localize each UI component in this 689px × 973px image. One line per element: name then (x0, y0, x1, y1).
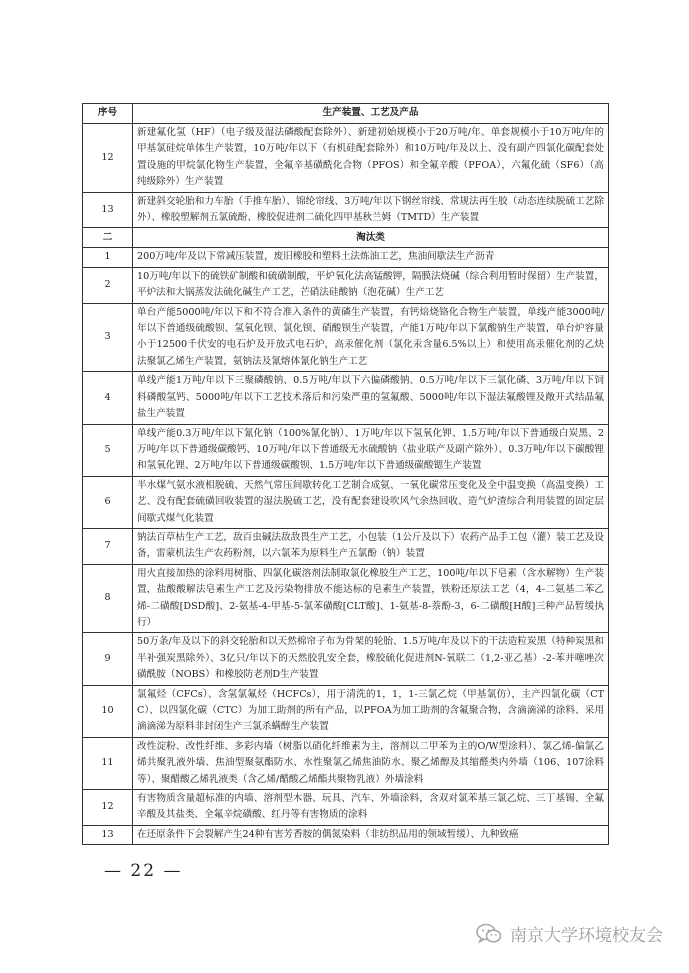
row-number: 13 (83, 192, 133, 228)
row-text: 新建斜交轮胎和力车胎（手推车胎）、锦纶帘线、3万吨/年以下钢丝帘线、常规法再生胶（动态连续脱硫工艺除外）、橡胶塑解剂五氯硫酚、橡胶促进剂二硫化四甲基秋兰姆（TMTD）生产装置 (133, 192, 609, 228)
row-number: 11 (83, 737, 133, 789)
section-row (83, 228, 609, 248)
row-number: 2 (83, 267, 133, 303)
row-text: 氯氟烃（CFCs）、含氢氯氟烃（HCFCs），用于清洗的1，1，1-三氯乙烷（甲基氯仿），主产四氯化碳（CTC）、以四氯化碳（CTC）为加工助剂的所有产品，以PFOA为加工助剂的含氟聚合物，含滴滴涕的涂料、采用滴滴涕为原料非封闭生产三氯杀螨醇生产装置 (133, 685, 609, 737)
table-row (83, 124, 609, 193)
row-number: 13 (83, 825, 133, 844)
table-row (83, 248, 609, 267)
section-title: 淘汰类 (133, 228, 609, 248)
row-text: 用火直接加热的涂料用树脂、四氯化碳溶剂法制取氯化橡胶生产工艺，100吨/年以下皂素（含水解物）生产装置，盐酸酸解法皂素生产工艺及污染物排放不能达标的皂素生产装置，铁粉还原法工艺（4，4-二氨基二苯乙烯-二磺酸[DSD酸]、2-氨基-4-甲基-5-氯苯磺酸[CLT酸]、1-氨基-8-萘酚-3，6-二磺酸[H酸]三种产品暂缓执行） (133, 564, 609, 633)
table-row (83, 737, 609, 789)
page-number: — 22 — (104, 861, 183, 881)
watermark (476, 921, 663, 946)
table-row (83, 476, 609, 528)
table-row (83, 685, 609, 737)
header-content: 生产装置、工艺及产品 (133, 104, 609, 124)
table-row (83, 564, 609, 633)
header-seq: 序号 (83, 104, 133, 124)
section-number: 二 (83, 228, 133, 248)
row-number: 8 (83, 564, 133, 633)
row-text: 单线产能0.3万吨/年以下氰化钠（100%氰化钠）、1万吨/年以下氢氧化钾、1.5万吨/年以下普通级白炭黑、2万吨/年以下普通级碳酸钙、10万吨/年以下普通级无水硫酸钠（盐业联产及副产除外）、0.3万吨/年以下碳酸锂和氢氧化锂、2万吨/年以下普通级碳酸钡、1.5万吨/年以下普通级碳酸锶生产装置 (133, 424, 609, 476)
table-row (83, 267, 609, 303)
row-number: 7 (83, 528, 133, 564)
row-number: 9 (83, 633, 133, 685)
row-text: 10万吨/年以下的硫铁矿制酸和硫磺制酸，平炉氧化法高锰酸钾，隔膜法烧碱（综合利用暂时保留）生产装置，平炉法和大锅蒸发法硫化碱生产工艺，芒硝法硅酸钠（泡花碱）生产工艺 (133, 267, 609, 303)
watermark-text: 南京大学环境校友会 (510, 926, 663, 946)
row-text: 50万条/年及以下的斜交轮胎和以天然棉帘子布为骨架的轮胎、1.5万吨/年及以下的干法造粒炭黑（特种炭黑和半补强炭黑除外）、3亿只/年以下的天然胶乳安全套，橡胶硫化促进剂N-氧联二（1,2-亚乙基）-2-苯并噻唑次磺酰胺（NOBS）和橡胶防老剂D生产装置 (133, 633, 609, 685)
table-row (83, 192, 609, 228)
row-text: 200万吨/年及以下常减压装置，废旧橡胶和塑料土法炼油工艺，焦油间歇法生产沥青 (133, 248, 609, 267)
row-number: 6 (83, 476, 133, 528)
wechat-icon (476, 923, 502, 945)
row-text: 单线产能1万吨/年以下三聚磷酸钠、0.5万吨/年以下六偏磷酸钠、0.5万吨/年以下三氯化磷、3万吨/年以下饲料磷酸氢钙、5000吨/年以下工艺技术落后和污染严重的氢氟酸、5000吨/年以下湿法氟酸锂及敞开式结晶氟盐生产装置 (133, 372, 609, 424)
table-row (83, 528, 609, 564)
industry-catalog-table (82, 103, 609, 845)
row-number: 1 (83, 248, 133, 267)
table-row (83, 424, 609, 476)
table-row (83, 303, 609, 372)
row-number: 4 (83, 372, 133, 424)
row-number: 5 (83, 424, 133, 476)
row-number: 12 (83, 790, 133, 826)
table-header-row (83, 104, 609, 124)
row-text: 单台产能5000吨/年以下和不符合准入条件的黄磷生产装置，有钙焙烧铬化合物生产装置，单线产能3000吨/年以下普通级硫酸钡、氢氧化钡、氯化钡、硝酸钡生产装置，产能1万吨/年以下氯酸钠生产装置，单台炉容量小于12500千伏安的电石炉及开放式电石炉，高汞催化剂（氯化汞含量6.5%以上）和使用高汞催化剂的乙炔法聚氯乙烯生产装置，氨钠法及氰熔体氰化钠生产工艺 (133, 303, 609, 372)
row-text: 新建氟化氢（HF）（电子级及湿法磷酸配套除外）、新建初始规模小于20万吨/年、单套规模小于10万吨/年的甲基氯硅烷单体生产装置，10万吨/年以下（有机硅配套除外）和10万吨/年及以上、没有副产四氯化碳配套处置设施的甲烷氯化物生产装置，全氟辛基磺酰化合物（PFOS）和全氟辛酸（PFOA），六氟化硫（SF6）（高纯级除外）生产装置 (133, 124, 609, 193)
row-number: 10 (83, 685, 133, 737)
table-row (83, 633, 609, 685)
row-text: 半水煤气氨水液相脱硫、天然气常压间歇转化工艺制合成氨、一氧化碳常压变化及全中温变换（高温变换）工艺、没有配套硫磺回收装置的湿法脱硫工艺，没有配套建设吹风气余热回收、造气炉渣综合利用装置的固定层间歇式煤气化装置 (133, 476, 609, 528)
table-row (83, 790, 609, 826)
row-text: 有害物质含量超标准的内墙、溶剂型木器、玩具、汽车、外墙涂料，含双对氯苯基三氯乙烷、三丁基锡、全氟辛酸及其盐类、全氟辛烷磺酸、红丹等有害物质的涂料 (133, 790, 609, 826)
row-number: 12 (83, 124, 133, 193)
table-row (83, 372, 609, 424)
row-text: 在还原条件下会裂解产生24种有害芳香胺的偶氮染料（非纺织品用的领域暂缓）、九种致癌 (133, 825, 609, 844)
row-text: 改性淀粉、改性纤维、多彩内墙（树脂以硝化纤维素为主，溶剂以二甲苯为主的O/W型涂料）、氯乙烯-偏氯乙烯共聚乳液外墙、焦油型聚氨酯防水、水性聚氯乙烯焦油防水、聚乙烯醇及其缩醛类内外墙（106、107涂料等）、聚醋酸乙烯乳液类（含乙烯/醋酸乙烯酯共聚物乳液）外墙涂料 (133, 737, 609, 789)
row-text: 钠法百草枯生产工艺，敌百虫碱法敌敌畏生产工艺，小包装（1公斤及以下）农药产品手工包（灌）装工艺及设备，雷蒙机法生产农药粉剂，以六氯苯为原料生产五氯酚（钠）装置 (133, 528, 609, 564)
row-number: 3 (83, 303, 133, 372)
table-row (83, 825, 609, 844)
